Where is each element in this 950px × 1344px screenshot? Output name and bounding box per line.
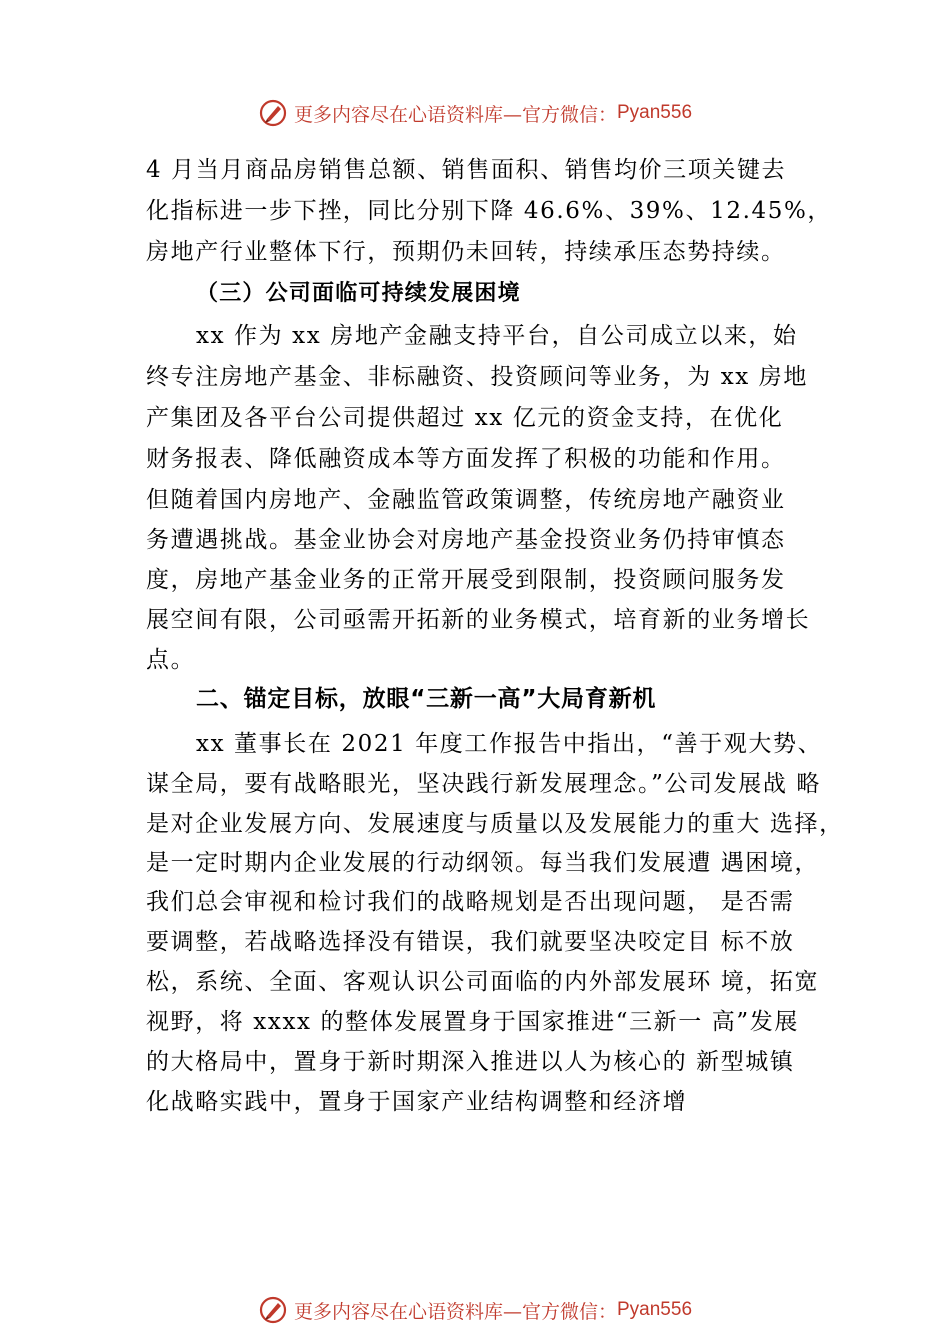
header-watermark-banner	[0, 93, 950, 133]
body-line: 要调整，若战略选择没有错误，我们就要坚决咬定目 标不放	[146, 929, 795, 955]
body-line: xx 董事长在 2021 年度工作报告中指出，“善于观大势、	[196, 731, 823, 757]
body-line: 终专注房地产基金、非标融资、投资顾问等业务，为 xx 房地	[146, 364, 808, 390]
body-line: 但随着国内房地产、金融监管政策调整，传统房地产融资业	[146, 487, 786, 513]
banner-wechat-id: Pyan556	[617, 102, 693, 123]
body-line: 是一定时期内企业发展的行动纲领。每当我们发展遭 遇困境，	[146, 850, 820, 876]
pen-logo-icon	[258, 1295, 288, 1325]
banner-text: 更多内容尽在心语资料库—官方微信：	[293, 1300, 617, 1323]
body-line: 点。	[146, 647, 196, 673]
body-line: 务遭遇挑战。基金业协会对房地产基金投资业务仍持审慎态	[146, 527, 786, 553]
body-line: 展空间有限，公司亟需开拓新的业务模式，培育新的业务增长	[146, 607, 811, 633]
pen-logo-icon	[258, 98, 288, 128]
body-line: 我们总会审视和检讨我们的战略规划是否出现问题， 是否需	[146, 889, 795, 915]
body-line: 化指标进一步下挫，同比分别下降 46.6%、39%、12.45%，	[146, 198, 832, 224]
footer-watermark-banner	[0, 1290, 950, 1330]
section-heading-3: （三）公司面临可持续发展困境	[196, 280, 521, 306]
chapter-heading-2: 二、锚定目标，放眼“三新一高”大局育新机	[196, 686, 657, 712]
body-line: 的大格局中，置身于新时期深入推进以人为核心的 新型城镇	[146, 1049, 795, 1075]
body-line: 视野，将 xxxx 的整体发展置身于国家推进“三新一 高”发展	[146, 1009, 799, 1035]
body-line: xx 作为 xx 房地产金融支持平台，自公司成立以来，始	[196, 323, 798, 349]
body-line: 是对企业发展方向、发展速度与质量以及发展能力的重大 选择，	[146, 811, 844, 837]
body-line: 谋全局，要有战略眼光，坚决践行新发展理念。”公司发展战 略	[146, 771, 821, 797]
body-line: 4 月当月商品房销售总额、销售面积、销售均价三项关键去	[146, 157, 787, 183]
body-line: 房地产行业整体下行，预期仍未回转，持续承压态势持续。	[146, 239, 786, 265]
body-line: 产集团及各平台公司提供超过 xx 亿元的资金支持，在优化	[146, 405, 784, 431]
body-line: 度，房地产基金业务的正常开展受到限制，投资顾问服务发	[146, 567, 786, 593]
body-line: 松，系统、全面、客观认识公司面临的内外部发展环 境，拓宽	[146, 969, 820, 995]
banner-text: 更多内容尽在心语资料库—官方微信：	[293, 103, 617, 126]
banner-wechat-id: Pyan556	[617, 1299, 693, 1320]
body-line: 化战略实践中，置身于国家产业结构调整和经济增	[146, 1089, 688, 1115]
body-line: 财务报表、降低融资成本等方面发挥了积极的功能和作用。	[146, 446, 786, 472]
